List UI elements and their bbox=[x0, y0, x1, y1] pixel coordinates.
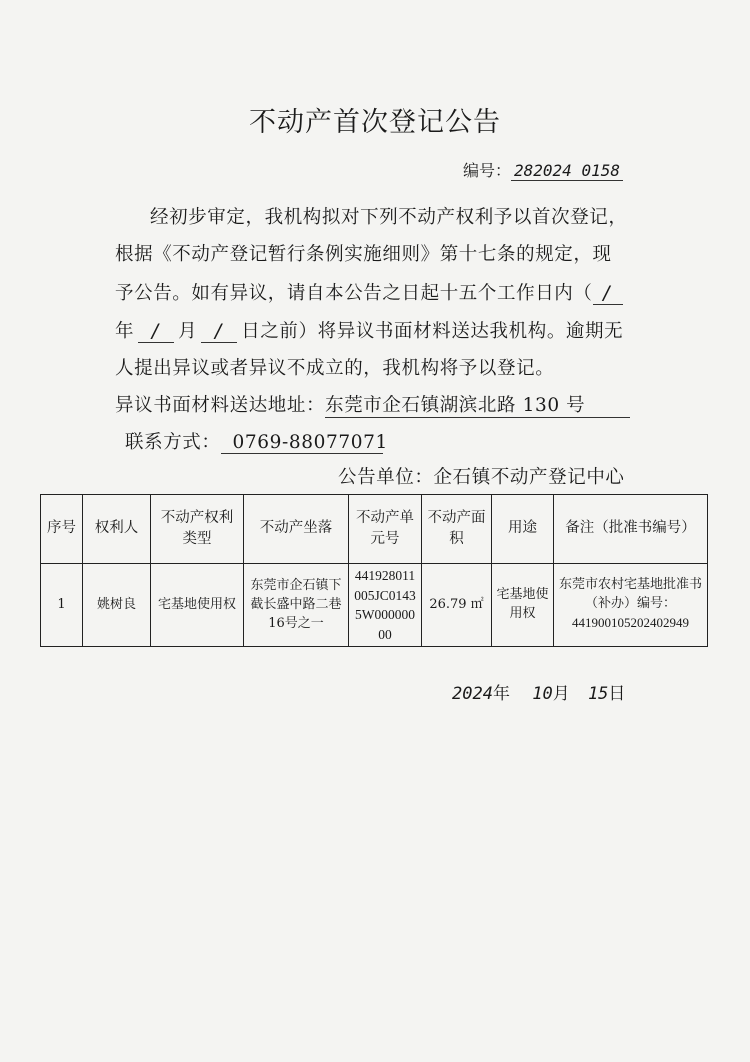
month-blank: / bbox=[138, 321, 174, 343]
header-location: 不动产坐落 bbox=[244, 495, 349, 564]
cell-location: 东莞市企石镇下截长盛中路二巷16号之一 bbox=[244, 564, 349, 647]
issuer-value: 企石镇不动产登记中心 bbox=[433, 467, 625, 488]
notice-line-3-text: 予公告。如有异议，请自本公告之日起十五个工作日内（ bbox=[115, 283, 593, 304]
table-header-row bbox=[41, 495, 708, 564]
document-number-value: 282024 0158 bbox=[511, 161, 623, 181]
notice-line-5: 人提出异议或者异议不成立的，我机构将予以登记。 bbox=[115, 358, 555, 379]
sign-month-char: 月 bbox=[552, 684, 570, 704]
cell-remark-number: 441900105202402949 bbox=[572, 615, 689, 631]
contact-value: 0769-88077071 bbox=[221, 432, 383, 454]
cell-holder: 姚树良 bbox=[83, 564, 151, 647]
sign-year: 2024 bbox=[452, 684, 493, 704]
header-holder: 权利人 bbox=[83, 495, 151, 564]
registration-table bbox=[40, 494, 708, 647]
day-blank: / bbox=[201, 321, 237, 343]
cell-right-type: 宅基地使用权 bbox=[151, 564, 244, 647]
sign-month: 10 bbox=[532, 684, 553, 704]
year-char: 年 bbox=[115, 321, 135, 342]
signature-date bbox=[452, 679, 625, 704]
contact-label: 联系方式： bbox=[125, 432, 221, 453]
cell-remark-text: 东莞市农村宅基地批准书（补办）编号： bbox=[558, 577, 702, 612]
month-char: 月 bbox=[178, 321, 198, 342]
notice-line-3 bbox=[115, 279, 623, 305]
issuer-label: 公告单位： bbox=[338, 467, 434, 488]
cell-unit-no: 441928011005JC01435W00000000 bbox=[349, 564, 422, 647]
objection-address-value: 东莞市企石镇湖滨北路 130 号 bbox=[325, 391, 630, 418]
notice-line-2: 根据《不动产登记暂行条例实施细则》第十七条的规定，现 bbox=[115, 244, 612, 265]
sign-day: 15 bbox=[587, 684, 609, 704]
objection-address-label: 异议书面材料送达地址： bbox=[115, 395, 326, 416]
document-number bbox=[463, 158, 623, 181]
cell-area: 26.79 ㎡ bbox=[422, 564, 492, 647]
page-title: 不动产首次登记公告 bbox=[249, 107, 501, 138]
notice-line-4 bbox=[115, 317, 623, 343]
table-row bbox=[41, 564, 708, 647]
cell-usage: 宅基地使用权 bbox=[492, 564, 554, 647]
sign-year-char: 年 bbox=[492, 684, 510, 704]
issuer bbox=[338, 463, 625, 489]
notice-line-1: 经初步审定，我机构拟对下列不动产权利予以首次登记， bbox=[150, 207, 628, 228]
header-area: 不动产面积 bbox=[422, 495, 492, 564]
notice-line-4-text: 日之前）将异议书面材料送达我机构。逾期无 bbox=[241, 321, 624, 342]
year-blank: / bbox=[593, 283, 623, 305]
header-remark: 备注（批准书编号） bbox=[554, 495, 708, 564]
header-index: 序号 bbox=[41, 495, 83, 564]
header-unit-no: 不动产单元号 bbox=[349, 495, 422, 564]
document-number-label: 编号： bbox=[463, 161, 512, 180]
cell-index: 1 bbox=[41, 564, 83, 647]
sign-day-char: 日 bbox=[608, 684, 626, 704]
header-right-type: 不动产权利类型 bbox=[151, 495, 244, 564]
header-usage: 用途 bbox=[492, 495, 554, 564]
contact-info bbox=[125, 428, 388, 454]
cell-remark bbox=[554, 564, 708, 647]
objection-address bbox=[115, 391, 630, 418]
